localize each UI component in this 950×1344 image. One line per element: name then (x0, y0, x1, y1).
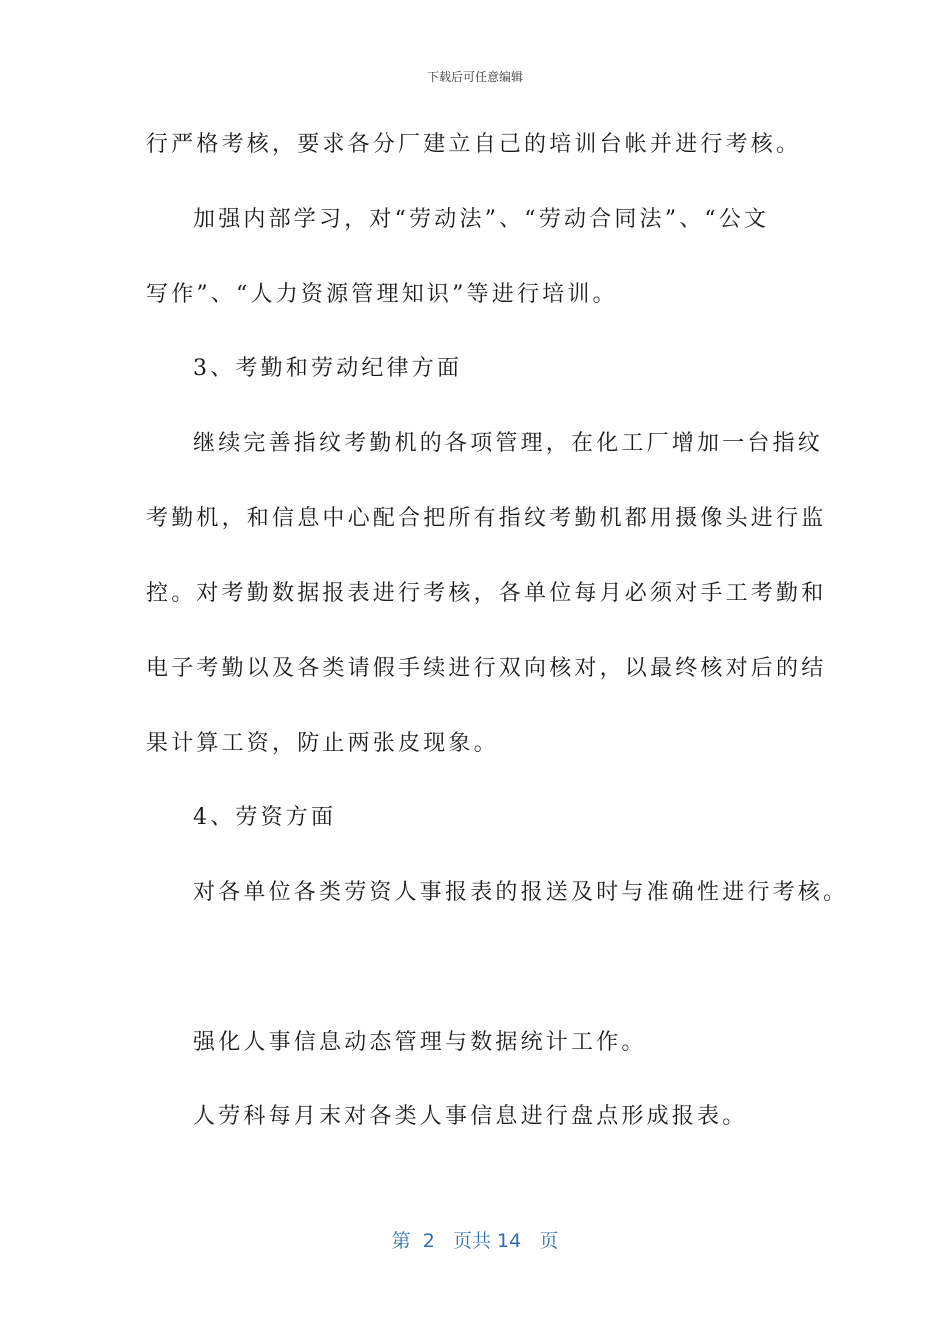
body-line-7: 控。对考勤数据报表进行考核，各单位每月必须对手工考勤和 (146, 581, 827, 606)
body-line-6: 考勤机，和信息中心配合把所有指纹考勤机都用摄像头进行监 (146, 506, 827, 531)
page-footer (0, 1226, 950, 1253)
body-line-3: 写作”、“人力资源管理知识”等进行培训。 (146, 282, 618, 307)
body-line-2: 加强内部学习，对“劳动法”、“劳动合同法”、“公文 (193, 207, 770, 232)
footer-page-number: 2 (422, 1230, 435, 1252)
footer-prefix: 第 (391, 1230, 411, 1252)
body-line-1: 行严格考核，要求各分厂建立自己的培训台帐并进行考核。 (146, 132, 802, 157)
body-line-8: 电子考勤以及各类请假手续进行双向核对，以最终核对后的结 (146, 656, 827, 681)
body-line-13: 人劳科每月末对各类人事信息进行盘点形成报表。 (193, 1104, 748, 1129)
footer-middle: 页共 (452, 1230, 491, 1252)
section-heading-4: 4、劳资方面 (193, 805, 337, 830)
footer-total-pages: 14 (497, 1230, 522, 1252)
body-line-9: 果计算工资，防止两张皮现象。 (146, 731, 499, 756)
body-line-12: 强化人事信息动态管理与数据统计工作。 (193, 1030, 647, 1055)
body-line-5: 继续完善指纹考勤机的各项管理，在化工厂增加一台指纹 (193, 431, 824, 456)
page-header: 下载后可任意编辑 (426, 70, 523, 84)
footer-suffix: 页 (539, 1230, 559, 1252)
section-heading-3: 3、考勤和劳动纪律方面 (193, 356, 463, 381)
body-line-11: 对各单位各类劳资人事报表的报送及时与准确性进行考核。 (193, 880, 849, 905)
